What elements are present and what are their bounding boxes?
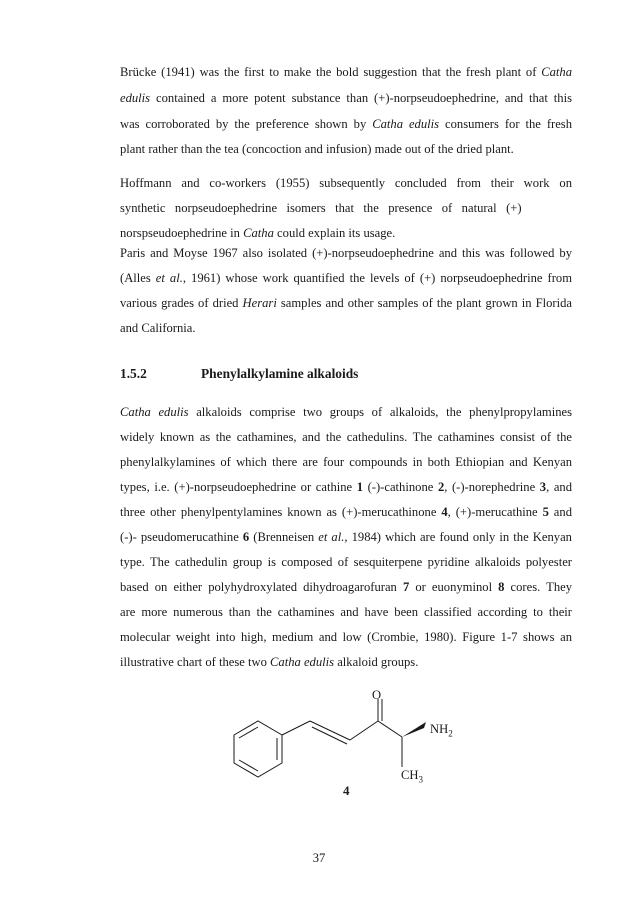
p4-line-7: type. The cathedulin group is composed of sesquiterpene pyridine alkaloids polyester (120, 555, 572, 569)
p2-line-1: Hoffmann and co-workers (1955) subsequently concluded from their work on (120, 176, 572, 190)
merucathinone-structure (230, 680, 470, 810)
p3-line-2: (Alles et al., 1961) whose work quantified the levels of (+) norpseudoephedrine from (120, 271, 572, 285)
p1-line-3: was corroborated by the preference shown by Catha edulis consumers for the fresh (120, 117, 573, 131)
bond-ring-alkene (282, 721, 310, 735)
p4-line-2: widely known as the cathamines, and the cathedulins. The cathamines consist of the (120, 430, 572, 444)
alkene-double-bond (312, 727, 347, 744)
ring-double-bond-2 (239, 760, 258, 771)
p3-line-1: Paris and Moyse 1967 also isolated (+)-norpseudoephedrine and this was followed by (120, 246, 572, 260)
benzene-ring (234, 721, 282, 777)
bond-alkene-carbonyl (350, 721, 378, 740)
p1-line-1: Brücke (1941) was the first to make the bold suggestion that the fresh plant of Catha (120, 65, 572, 79)
p4-line-9: are more numerous than the cathamines and have been classified according to their (120, 605, 572, 619)
amine-label: $NH_2$ (430, 722, 453, 739)
ring-double-bond-3 (239, 727, 258, 738)
wedge-bond (402, 722, 426, 737)
oxygen-label: O (372, 688, 382, 702)
alkene-bond (310, 721, 350, 740)
p4-line-3: phenylalkylamines of which there are four compounds in both Ethiopian and Kenyan (120, 455, 572, 469)
p4-line-5: three other phenylpentylamines known as (+)-merucathinone 4, (+)-merucathine 5 and (120, 505, 572, 519)
p1-line-4: plant rather than the tea (concoction and infusion) made out of the dried plant. (120, 142, 514, 156)
p4-line-8: based on either polyhydroxylated dihydroagarofuran 7 or euonyminol 8 cores. They (120, 580, 572, 594)
p2-line-2: synthetic norpseudoephedrine isomers that the presence of natural (+) (120, 201, 522, 215)
p3-line-3: various grades of dried Herari samples and other samples of the plant grown in Florida (120, 296, 572, 310)
section-number: 1.5.2 (120, 366, 147, 381)
molecule-figure (230, 680, 470, 810)
compound-number: 4 (343, 783, 350, 798)
section-title: Phenylalkylamine alkaloids (201, 366, 359, 381)
p4-line-6: (-)- pseudomerucathine 6 (Brenneisen et al., 1984) which are found only in the Kenyan (120, 530, 572, 544)
p4-line-10: molecular weight into high, medium and low (Crombie, 1980). Figure 1-7 shows an (120, 630, 572, 644)
p4-line-1: Catha edulis alkaloids comprise two groups of alkaloids, the phenylpropylamines (120, 405, 572, 419)
p2-line-3: norspseudoephedrine in Catha could explain its usage. (120, 226, 396, 240)
p3-line-4: and California. (120, 321, 196, 335)
methyl-label: $CH_3$ (401, 768, 423, 785)
bond-carbonyl-stereocenter (378, 721, 402, 737)
p1-line-2: edulis contained a more potent substance than (+)-norpseudoephedrine, and that this (120, 91, 572, 105)
p4-line-4: types, i.e. (+)-norpseudoephedrine or cathine 1 (-)-cathinone 2, (-)-norephedrine 3, and (120, 480, 572, 494)
p4-line-11: illustrative chart of these two Catha edulis alkaloid groups. (120, 655, 419, 669)
page-number: 37 (312, 851, 326, 865)
